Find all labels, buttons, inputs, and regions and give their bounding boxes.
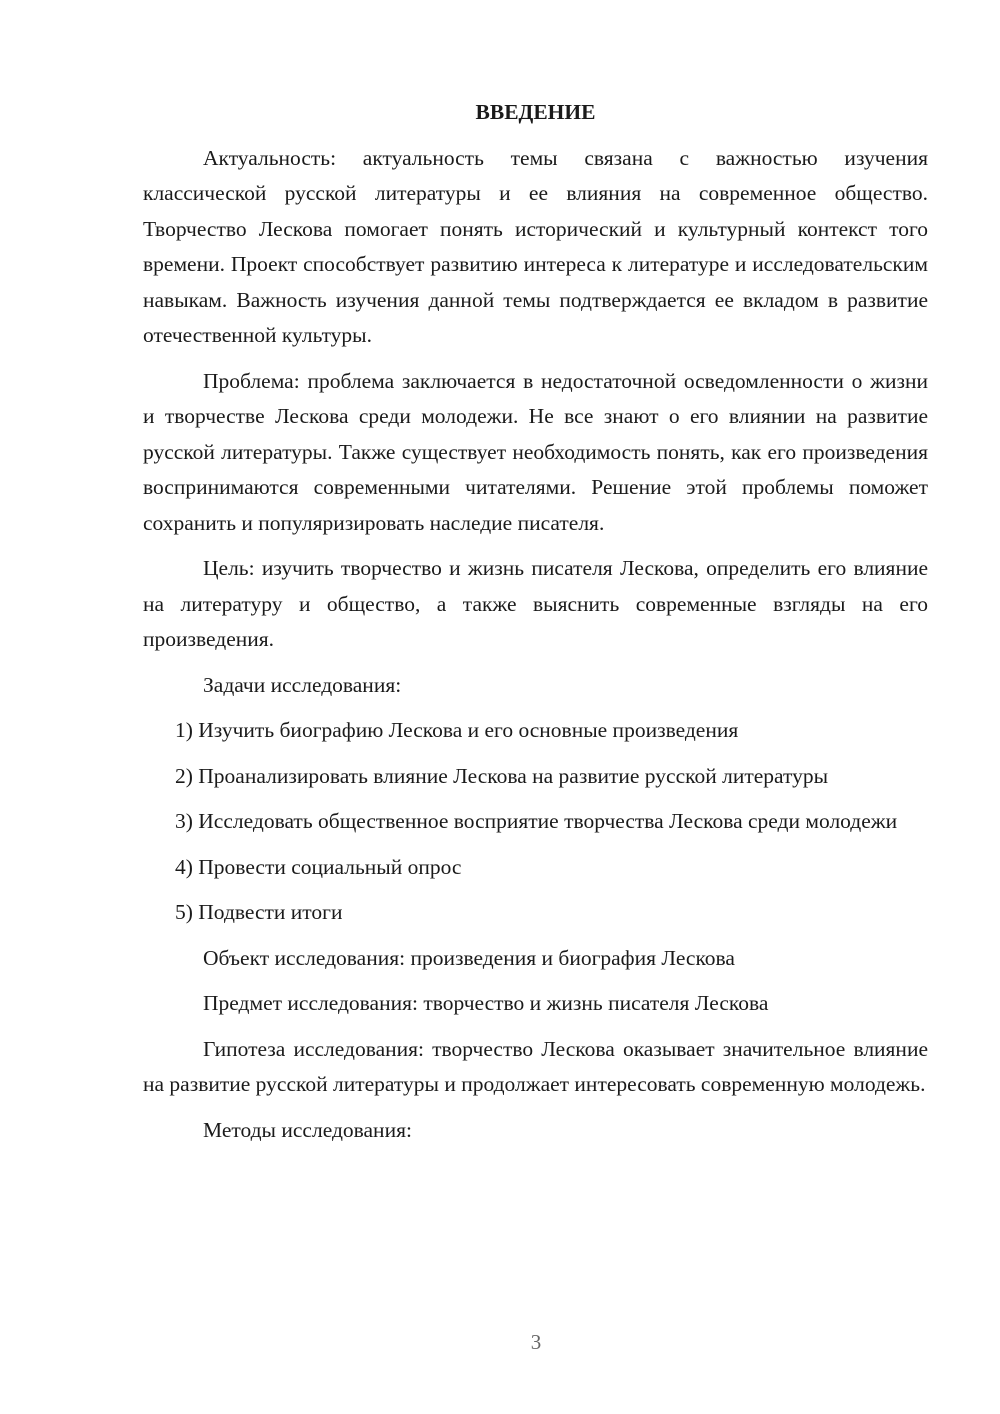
task-item-1: 1) Изучить биографию Лескова и его основные произведения <box>175 718 739 742</box>
task-item-3: 3) Исследовать общественное восприятие творчества Лескова среди молодежи <box>175 809 898 833</box>
research-object: Объект исследования: произведения и биография Лескова <box>203 945 735 970</box>
page-title: ВВЕДЕНИЕ <box>475 100 596 124</box>
page-number: 3 <box>530 1330 542 1354</box>
paragraph-goal: Цель: изучить творчество и жизнь писателя Лескова, определить его влияние на литературу и общество, а также выяснить современные взгляды на его произведения. <box>143 556 928 651</box>
task-item-2: 2) Проанализировать влияние Лескова на развитие русской литературы <box>175 763 829 788</box>
paragraph-problem: Проблема: проблема заключается в недостаточной осведомленности о жизни и творчестве Лескова среди молодежи. Не все знают о его влиянии на развитие русской литературы. Также существует необходимость понять, как его произведения воспринимаются современными читателями. Решение этой проблемы поможет сохранить и популяризировать наследие писателя. <box>143 368 928 535</box>
task-item-5: 5) Подвести итоги <box>175 900 343 924</box>
paragraph-relevance: Актуальность: актуальность темы связана с важностью изучения классической русской литературы и ее влияния на современное общество. Творчество Лескова помогает понять исторический и культурный контекст того времени. Проект способствует развитию интереса к литературе и исследовательским навыкам. Важность изучения данной темы подтверждается ее вкладом в развитие отечественной культуры. <box>143 145 928 347</box>
task-item-4: 4) Провести социальный опрос <box>175 854 462 879</box>
page-content <box>143 95 928 1158</box>
methods-heading: Методы исследования: <box>203 1117 412 1142</box>
research-subject: Предмет исследования: творчество и жизнь писателя Лескова <box>203 991 769 1015</box>
tasks-heading: Задачи исследования: <box>203 672 402 697</box>
research-hypothesis: Гипотеза исследования: творчество Лескова оказывает значительное влияние на развитие русской литературы и продолжает интересовать современную молодежь. <box>143 1036 928 1096</box>
